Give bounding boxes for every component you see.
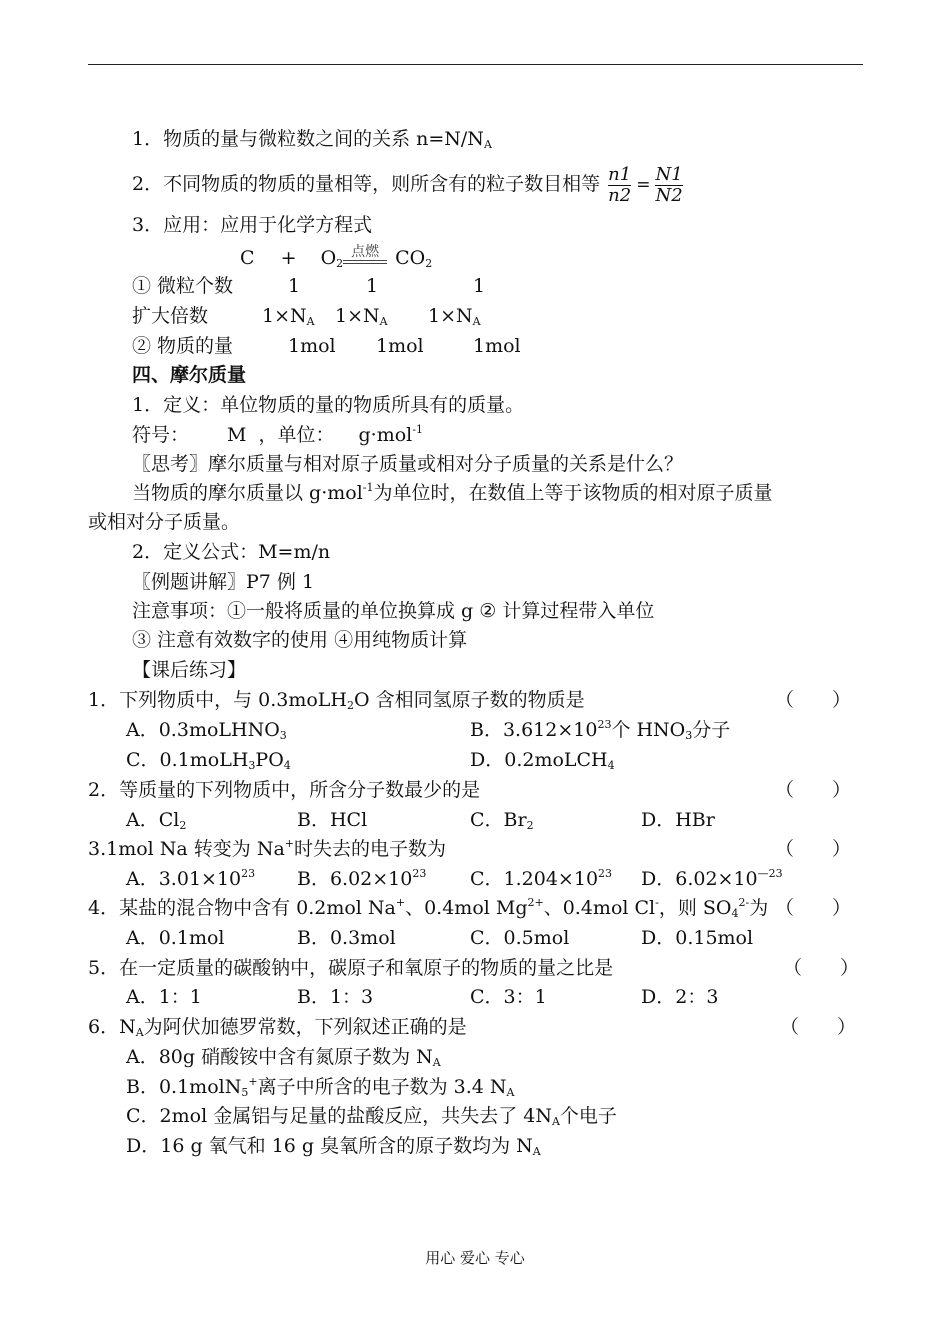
row2-v3: $1\times N_A$ (428, 305, 481, 328)
q5-option-a: A．1：1 (126, 986, 202, 1008)
item-1: 1．物质的量与微粒数之间的关系 $n=N/N_A$ (132, 128, 492, 151)
q2-option-b: B．HCl (297, 809, 368, 831)
q6-answer-blank: （ ） (780, 1016, 857, 1038)
q3-option-c: C．$1.204\times 10^{23}$ (470, 867, 613, 890)
q1-option-a: A．0.3moLHNO$_3$ (126, 719, 287, 742)
q6-option-b: B．0.1molN$_5$+离子中所含的电子数为 3.4 $N_A$ (126, 1075, 515, 1099)
q1-answer-blank: （ ） (775, 689, 852, 711)
header-rule (88, 64, 863, 65)
q4-option-d: D．0.15mol (641, 927, 754, 949)
q3-stem: 3.1mol Na 转变为 Na+时失去的电子数为 (88, 837, 447, 860)
q5-answer-blank: （ ） (783, 957, 860, 979)
q1-option-b: B．$3.612\times 10^{23}$个 $HNO_3$分子 (470, 718, 731, 742)
row-particle-count-label: ① 微粒个数 (132, 275, 234, 297)
q5-option-d: D．2：3 (641, 986, 719, 1008)
equation: $C + O_2$ 点燃 $CO_2$ (240, 244, 433, 270)
q2-option-d: D．HBr (641, 809, 715, 831)
exercises-heading: 【课后练习】 (132, 659, 247, 681)
row3-v3: 1mol (473, 335, 521, 357)
note-line-2: ③ 注意有效数字的使用 ④用纯物质计算 (132, 629, 468, 651)
fraction-n: $\frac{n1}{n2}$ (608, 163, 632, 206)
q2-answer-blank: （ ） (775, 779, 852, 801)
q6-option-d: D．16 g 氧气和 16 g 臭氧所含的原子数均为 $N_A$ (126, 1135, 541, 1158)
row2-v2: $1\times N_A$ (335, 305, 388, 328)
answer-line-1: 当物质的摩尔质量以 g·mol$^{-1}$为单位时，在数值上等于该物质的相对原子质量 (132, 481, 773, 504)
item-3: 3．应用：应用于化学方程式 (132, 214, 373, 236)
definition-1: 1．定义：单位物质的量的物质所具有的质量。 (132, 394, 525, 416)
q4-option-a: A．0.1mol (126, 927, 225, 949)
q3-answer-blank: （ ） (775, 838, 852, 860)
row1-v2: 1 (366, 275, 379, 297)
definition-2: 2．定义公式：M=m/n (132, 541, 331, 563)
q4-option-b: B．0.3mol (297, 927, 396, 949)
q3-option-b: B．$6.02\times 10^{23}$ (297, 867, 427, 890)
symbol-unit-line: 符号： M ，单位： g·mol$^{-1}$ (132, 423, 423, 446)
reaction-condition: 点燃 (343, 254, 387, 264)
row-scale-label: 扩大倍数 (132, 305, 209, 327)
q2-option-a: A．$Cl_2$ (126, 809, 187, 832)
fraction-N: $\frac{N1}{N2}$ (655, 163, 683, 206)
row3-v2: 1mol (376, 335, 424, 357)
q4-option-c: C．0.5mol (470, 927, 570, 949)
answer-line-2: 或相对分子质量。 (88, 511, 241, 533)
row3-v1: 1mol (288, 335, 336, 357)
q5-stem: 5．在一定质量的碳酸钠中，碳原子和氧原子的物质的量之比是 (88, 957, 614, 979)
section-heading-molar-mass: 四、摩尔质量 (132, 364, 247, 386)
q4-stem: 4．某盐的混合物中含有 0.2mol Na+、0.4mol $Mg^{2+}$、0.4mol Cl-，则 $SO_4^{2-}$为 (88, 896, 769, 920)
q1-option-d: D．0.2moLCH$_4$ (470, 749, 615, 772)
example-ref: 〖例题讲解〗P7 例 1 (132, 571, 315, 593)
q2-stem: 2．等质量的下列物质中，所含分子数最少的是 (88, 779, 481, 801)
q6-option-a: A．80g 硝酸铵中含有氮原子数为 $N_A$ (126, 1046, 441, 1069)
q6-stem: 6．$N_A$为阿伏加德罗常数，下列叙述正确的是 (88, 1016, 467, 1039)
q4-answer-blank: （ ） (775, 897, 852, 919)
q5-option-c: C．3：1 (470, 986, 547, 1008)
q6-option-c: C．2mol 金属铝与足量的盐酸反应，共失去了 $4N_A$个电子 (126, 1105, 617, 1128)
row1-v3: 1 (473, 275, 486, 297)
q5-option-b: B．1：3 (297, 986, 374, 1008)
row-amount-label: ② 物质的量 (132, 335, 234, 357)
note-line-1: 注意事项：①一般将质量的单位换算成 g ② 计算过程带入单位 (132, 600, 655, 622)
row1-v1: 1 (288, 275, 301, 297)
q1-stem: 1．下列物质中，与 0.3moLH$_2$O 含相同氢原子数的物质是 (88, 689, 585, 712)
q3-option-a: A．$3.01\times 10^{23}$ (126, 867, 256, 890)
q2-option-c: C．$Br_2$ (470, 809, 534, 832)
page-footer: 用心 爱心 专心 (425, 1249, 525, 1267)
think-question: 〖思考〗摩尔质量与相对原子质量或相对分子质量的关系是什么？ (132, 453, 684, 475)
item-2: 2．不同物质的物质的量相等，则所含有的粒子数目相等 $\frac{n1}{n2}$ = $\frac{N1}{N2}$ (132, 163, 683, 206)
q1-option-c: C．$0.1moLH_3PO_4$ (126, 749, 291, 772)
q3-option-d: D．$6.02\times 10^{—23}$ (641, 867, 783, 890)
row2-v1: $1\times N_A$ (262, 305, 315, 328)
